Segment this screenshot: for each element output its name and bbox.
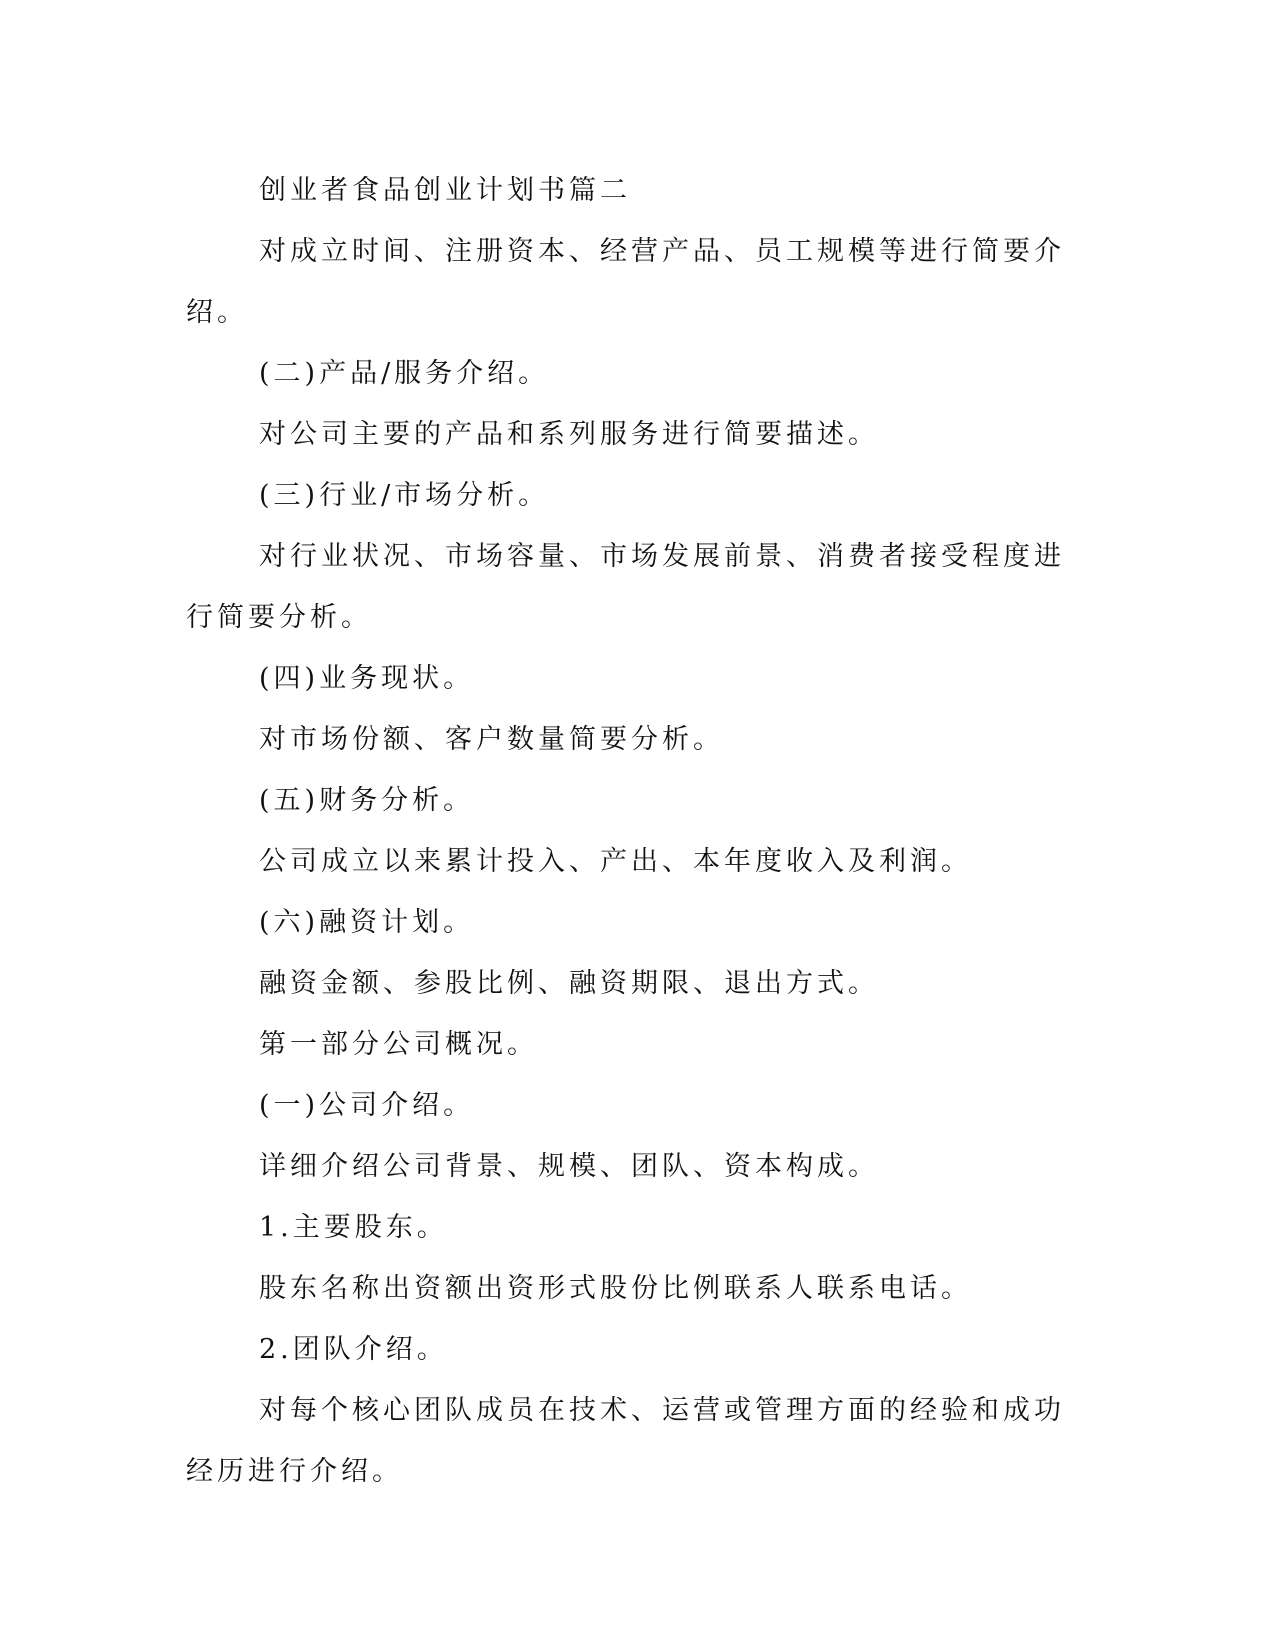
section-heading: (五)财务分析。 [259,785,475,816]
paragraph: 对行业状况、市场容量、市场发展前景、消费者接受程度进行简要分析。 [186,541,1065,633]
paragraph: 对公司主要的产品和系列服务进行简要描述。 [259,419,879,450]
paragraph: 对成立时间、注册资本、经营产品、员工规模等进行简要介绍。 [186,236,1065,328]
section-heading: (四)业务现状。 [259,663,475,694]
document-body [186,160,1066,1502]
part-heading: 第一部分公司概况。 [259,1029,538,1060]
paragraph: 股东名称出资额出资形式股份比例联系人联系电话。 [259,1273,972,1304]
paragraph: 对每个核心团队成员在技术、运营或管理方面的经验和成功经历进行介绍。 [186,1395,1065,1487]
section-heading: (三)行业/市场分析。 [259,480,550,511]
paragraph: 对市场份额、客户数量简要分析。 [259,724,724,755]
subsection-heading: 2.团队介绍。 [259,1334,448,1365]
section-heading: (一)公司介绍。 [259,1090,475,1121]
paragraph: 详细介绍公司背景、规模、团队、资本构成。 [259,1151,879,1182]
paragraph: 公司成立以来累计投入、产出、本年度收入及利润。 [259,846,972,877]
subsection-heading: 1.主要股东。 [259,1212,448,1243]
document-title: 创业者食品创业计划书篇二 [259,175,631,206]
paragraph: 融资金额、参股比例、融资期限、退出方式。 [259,968,879,999]
section-heading: (二)产品/服务介绍。 [259,358,550,389]
section-heading: (六)融资计划。 [259,907,475,938]
